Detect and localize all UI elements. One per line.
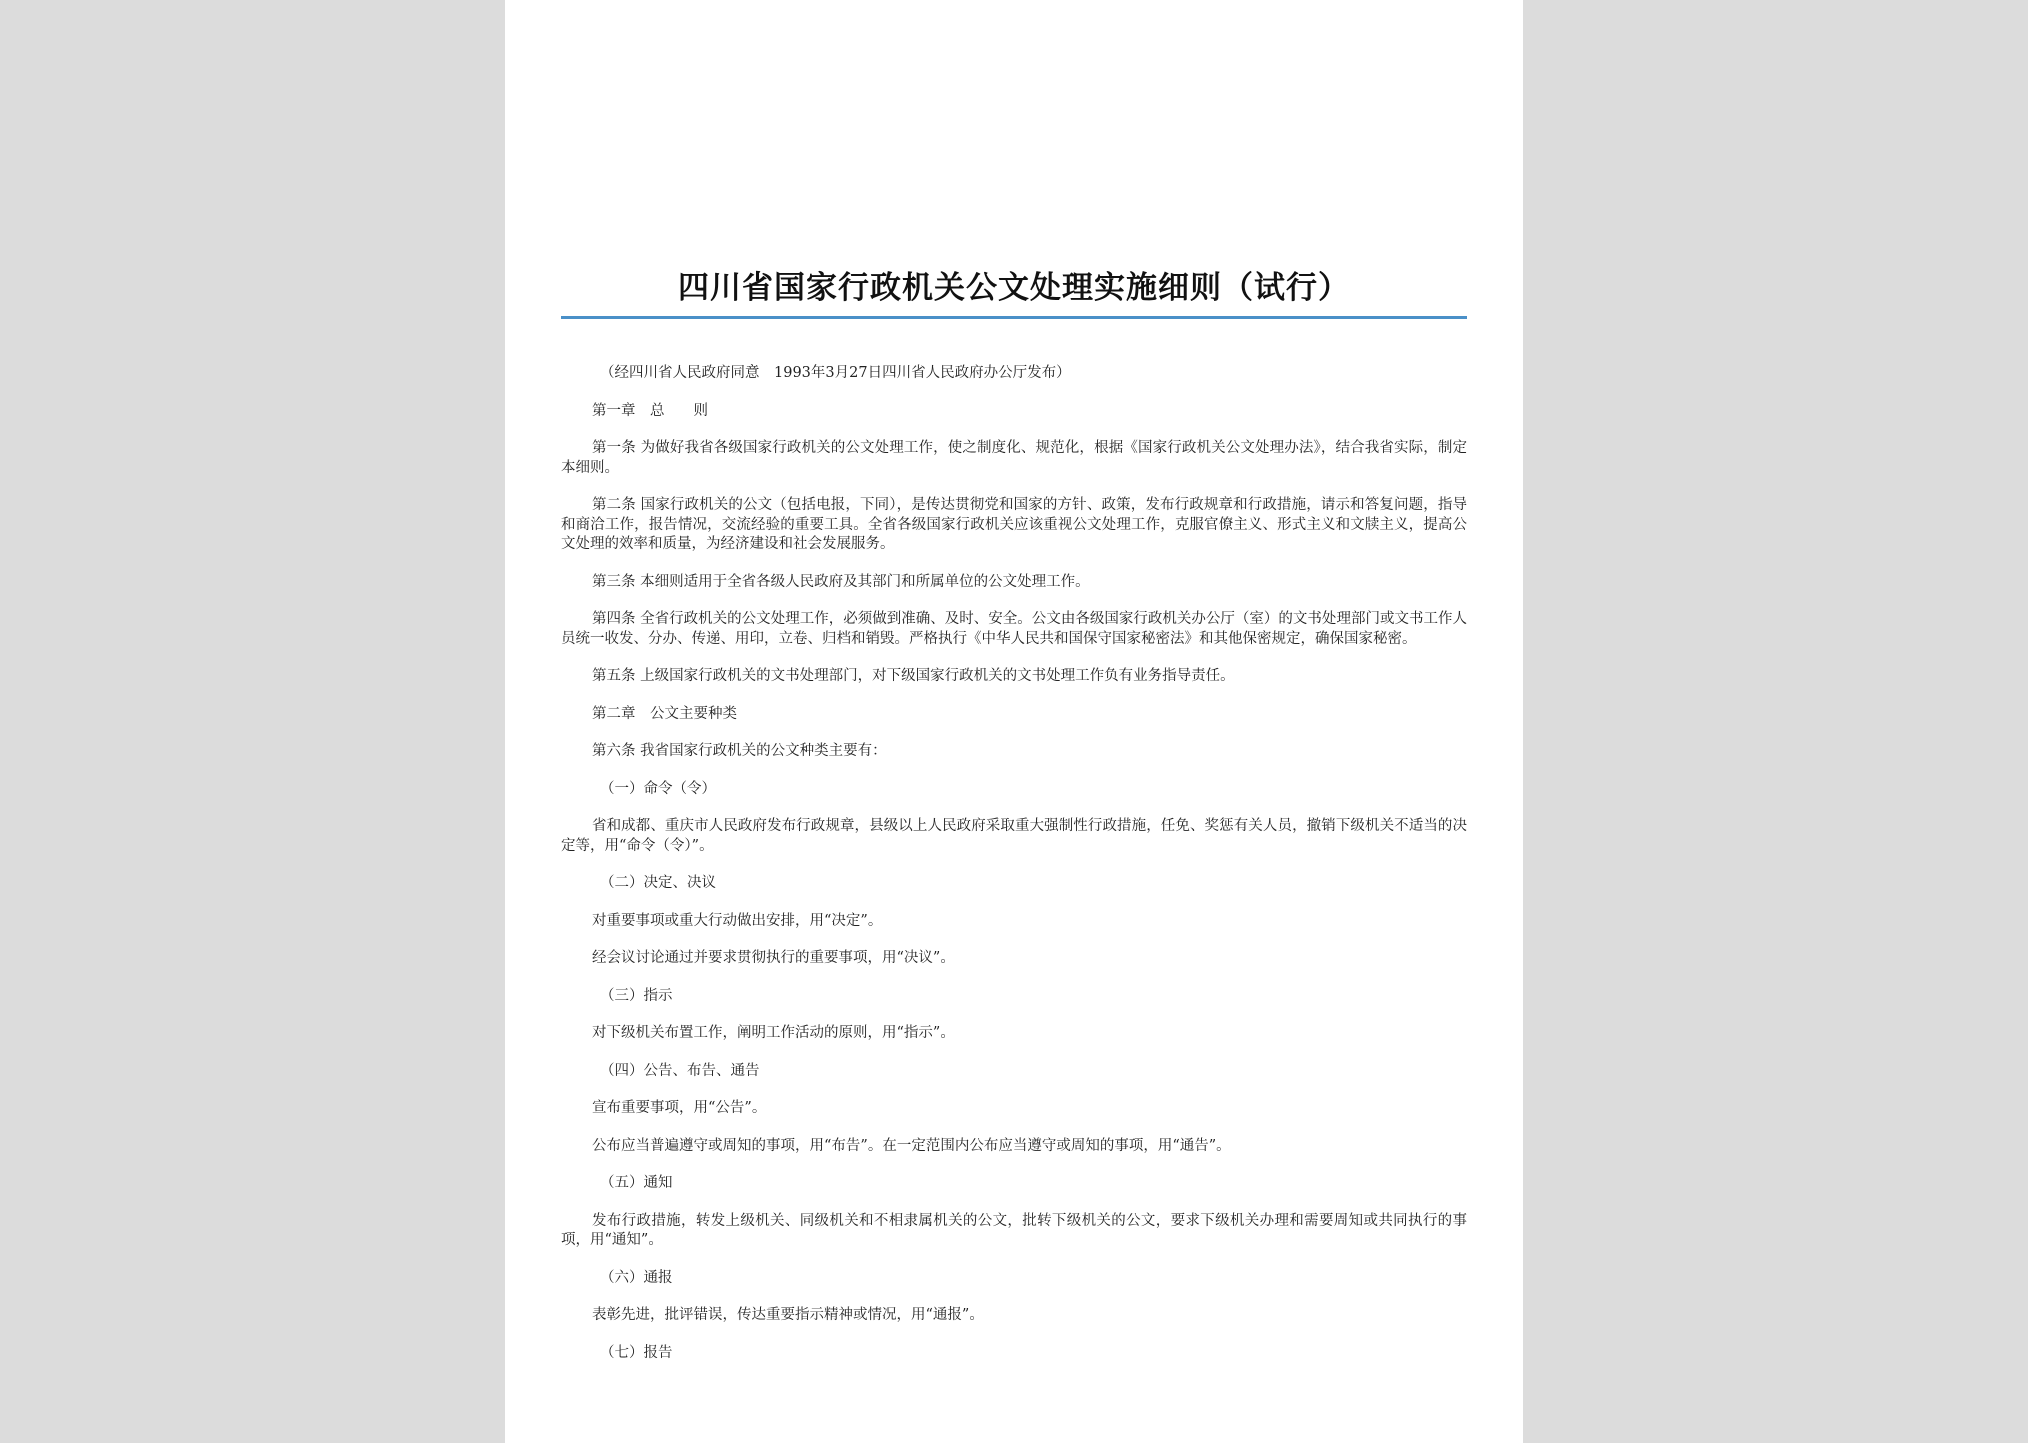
body-paragraph: 经会议讨论通过并要求贯彻执行的重要事项，用“决议”。 xyxy=(592,950,955,966)
article-paragraph: 第六条 我省国家行政机关的公文种类主要有： xyxy=(592,743,887,759)
section-heading: （三）指示 xyxy=(600,987,673,1004)
body-paragraph: 宣布重要事项，用“公告”。 xyxy=(592,1100,767,1116)
section-heading: （四）公告、布告、通告 xyxy=(600,1062,760,1079)
section-heading: （二）决定、决议 xyxy=(600,875,716,891)
document-title: 四川省国家行政机关公文处理实施细则（试行） xyxy=(678,270,1350,306)
body-paragraph: 省和成都、重庆市人民政府发布行政规章，县级以上人民政府采取重大强制性行政措施，任免、奖惩有关人员，撤销下级机关不适当的决定等，用“命令（令）”。 xyxy=(561,818,1467,854)
article-paragraph: 第五条 上级国家行政机关的文书处理部门，对下级国家行政机关的文书处理工作负有业务指导责任。 xyxy=(592,668,1235,684)
article-paragraph: 第二条 国家行政机关的公文（包括电报，下同），是传达贯彻党和国家的方针、政策，发布行政规章和行政措施，请示和答复问题，指导和商洽工作，报告情况，交流经验的重要工具。全省各级国家行政机关应该重视公文处理工作，克服官僚主义、形式主义和文牍主义，提高公文处理的效率和质量，为经济建设和社会发展服务。 xyxy=(561,497,1467,552)
document-page xyxy=(505,0,1523,1443)
publication-note: （经四川省人民政府同意 1993年3月27日四川省人民政府办公厅发布） xyxy=(600,365,1071,381)
body-paragraph: 发布行政措施，转发上级机关、同级机关和不相隶属机关的公文，批转下级机关的公文，要求下级机关办理和需要周知或共同执行的事项，用“通知”。 xyxy=(561,1212,1467,1248)
section-heading: （七）报告 xyxy=(600,1344,673,1361)
document-body xyxy=(561,364,1467,1381)
chapter-heading: 第二章 公文主要种类 xyxy=(592,705,737,722)
title-underline xyxy=(561,316,1467,319)
body-paragraph: 公布应当普遍遵守或周知的事项，用“布告”。在一定范围内公布应当遵守或周知的事项，用“通告”。 xyxy=(592,1137,1231,1154)
section-heading: （五）通知 xyxy=(600,1175,673,1191)
article-paragraph: 第三条 本细则适用于全省各级人民政府及其部门和所属单位的公文处理工作。 xyxy=(592,573,1090,590)
body-paragraph: 对下级机关布置工作，阐明工作活动的原则，用“指示”。 xyxy=(592,1025,955,1041)
article-paragraph: 第四条 全省行政机关的公文处理工作，必须做到准确、及时、安全。公文由各级国家行政机关办公厅（室）的文书处理部门或文书工作人员统一收发、分办、传递、用印，立卷、归档和销毁。严格执行《中华人民共和国保守国家秘密法》和其他保密规定，确保国家秘密。 xyxy=(561,611,1467,647)
section-heading: （六）通报 xyxy=(600,1269,673,1286)
body-paragraph: 对重要事项或重大行动做出安排，用“决定”。 xyxy=(592,912,883,929)
body-paragraph: 表彰先进，批评错误，传达重要指示精神或情况，用“通报”。 xyxy=(592,1307,984,1323)
section-heading: （一）命令（令） xyxy=(600,780,716,797)
article-paragraph: 第一条 为做好我省各级国家行政机关的公文处理工作，使之制度化、规范化，根据《国家行政机关公文处理办法》，结合我省实际，制定本细则。 xyxy=(561,440,1467,476)
chapter-heading: 第一章 总 则 xyxy=(592,402,708,419)
